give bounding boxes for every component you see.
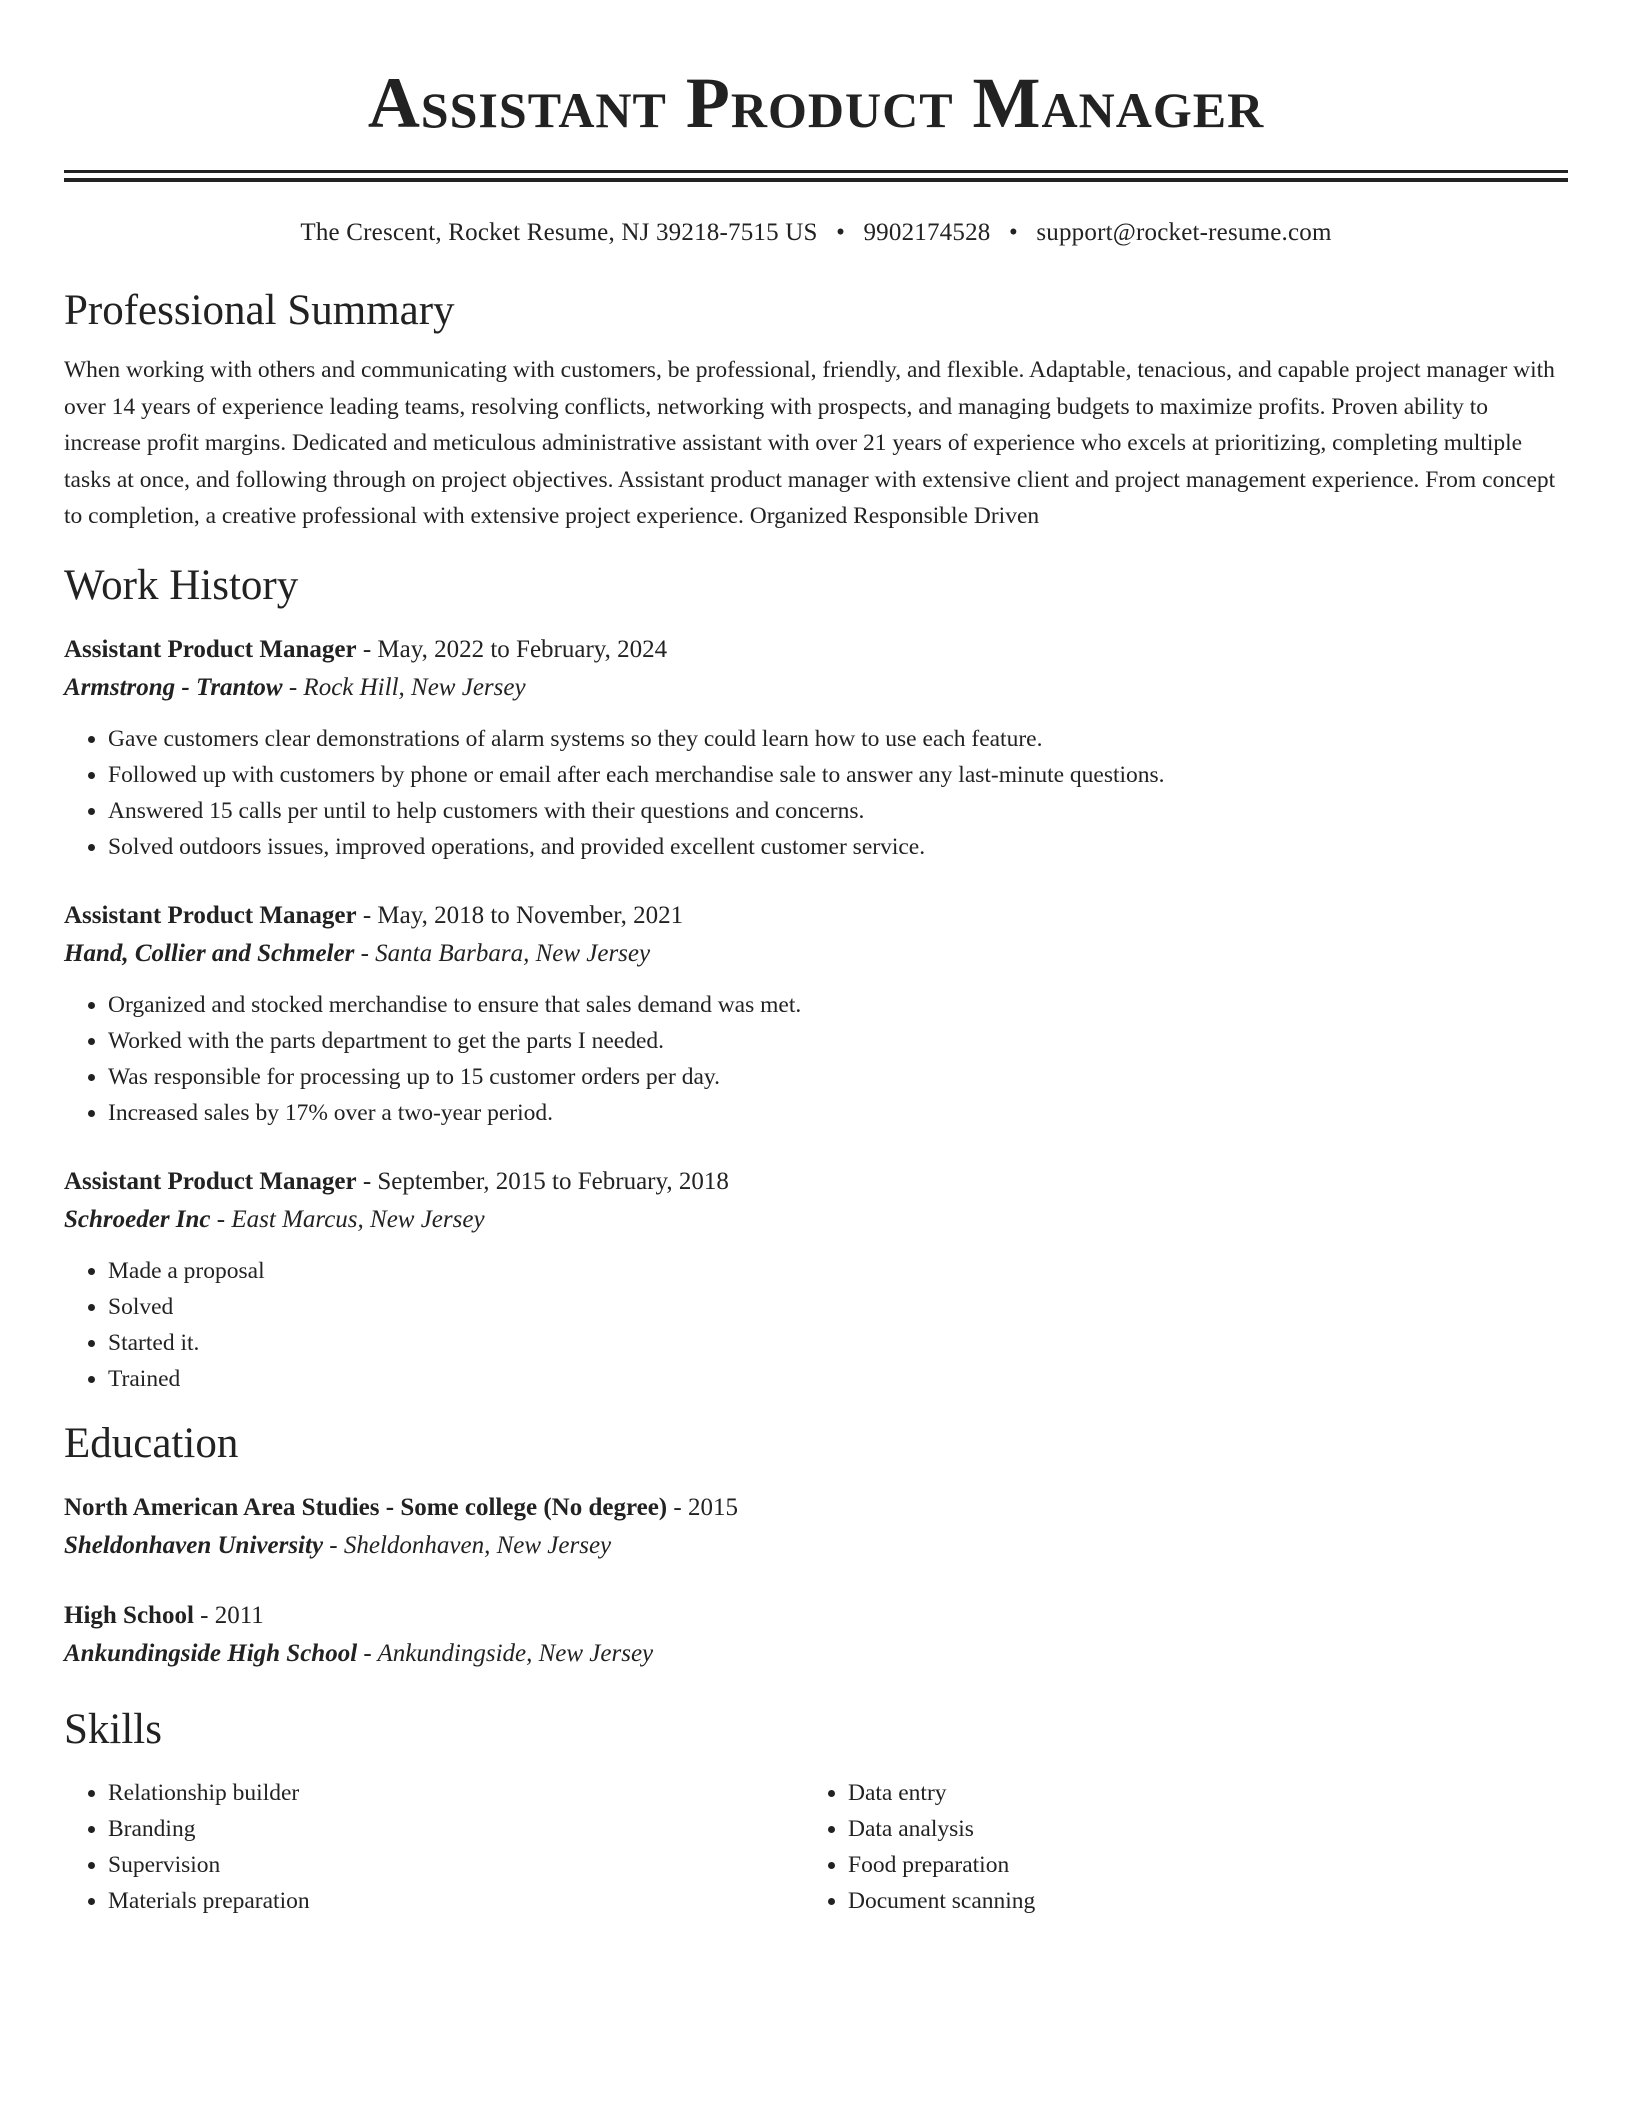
job-duty: • Followed up with customers by phone or email after each merchandise sale to answer any last-minute questions. [108, 757, 1568, 793]
employer-name: Schroeder Inc [64, 1205, 211, 1233]
school-location: - Ankundingside, New Jersey [357, 1639, 654, 1667]
job-duty: • Worked with the parts department to get the parts I needed. [108, 1023, 1568, 1059]
job-dates: - May, 2022 to February, 2024 [356, 635, 668, 663]
skills-grid [64, 1775, 1568, 1919]
education-heading: Education [64, 1419, 239, 1467]
school-location: - Sheldonhaven, New Jersey [323, 1531, 612, 1559]
job-title: Assistant Product Manager [64, 901, 357, 929]
job-title: Assistant Product Manager [64, 1167, 357, 1195]
summary-heading: Professional Summary [64, 287, 455, 334]
contact-line [64, 216, 1568, 250]
job-entry [64, 1163, 1568, 1397]
job-duty: • Increased sales by 17% over a two-year period. [108, 1095, 1568, 1131]
skills-heading: Skills [64, 1705, 162, 1753]
resume-title: Assistant Product Manager [367, 63, 1265, 143]
job-duties [64, 721, 1568, 865]
contact-separator: • [836, 219, 846, 246]
employer-line [64, 1201, 1568, 1239]
school-line [64, 1527, 1568, 1565]
job-duty: • Answered 15 calls per until to help customers with their questions and concerns. [108, 793, 1568, 829]
contact-separator: • [1008, 219, 1018, 246]
employer-location: - Rock Hill, New Jersey [282, 673, 526, 701]
school-line [64, 1635, 1568, 1673]
job-duty: • Started it. [108, 1325, 1568, 1361]
job-duty: • Solved outdoors issues, improved operations, and provided excellent customer service. [108, 829, 1568, 865]
job-title-line [64, 897, 1568, 935]
job-dates: - September, 2015 to February, 2018 [356, 1167, 729, 1195]
job-title: Assistant Product Manager [64, 635, 357, 663]
education-entry [64, 1489, 1568, 1565]
contact-address: The Crescent, Rocket Resume, NJ 39218-7515 US [300, 219, 818, 246]
skill-item: • Materials preparation [108, 1883, 804, 1919]
degree-name: High School [64, 1601, 194, 1629]
skill-item: • Data entry [848, 1775, 1544, 1811]
education-entry [64, 1597, 1568, 1673]
title-divider [64, 170, 1568, 182]
skill-item: • Food preparation [848, 1847, 1544, 1883]
employer-location: - East Marcus, New Jersey [210, 1205, 485, 1233]
job-title-line [64, 631, 1568, 669]
employer-location: - Santa Barbara, New Jersey [354, 939, 651, 967]
school-name: Sheldonhaven University [64, 1531, 324, 1559]
job-duty: • Gave customers clear demonstrations of alarm systems so they could learn how to use each feature. [108, 721, 1568, 757]
summary-text: When working with others and communicating with customers, be professional, friendly, and flexible. Adaptable, tenacious, and capable project manager with over 14 years of experience leading teams, resolving conflicts, networking with prospects, and managing budgets to maximize profits. Proven ability to increase profit margins. Dedicated and meticulous administrative assistant with over 21 years of experience who excels at prioritizing, completing multiple tasks at once, and following through on project objectives. Assistant product manager with extensive client and project management experience. From concept to completion, a creative professional with extensive project experience. Organized Responsible Driven [64, 357, 1556, 529]
employer-name: Hand, Collier and Schmeler [64, 939, 355, 967]
employer-line [64, 669, 1568, 707]
job-duty: • Made a proposal [108, 1253, 1568, 1289]
job-duty: • Organized and stocked merchandise to ensure that sales demand was met. [108, 987, 1568, 1023]
job-duties [64, 1253, 1568, 1397]
skill-item: • Relationship builder [108, 1775, 804, 1811]
degree-year: - 2015 [667, 1493, 738, 1521]
job-duties [64, 987, 1568, 1131]
employer-line [64, 935, 1568, 973]
school-name: Ankundingside High School [64, 1639, 358, 1667]
degree-line [64, 1489, 1568, 1527]
skill-item: • Branding [108, 1811, 804, 1847]
job-duty: • Solved [108, 1289, 1568, 1325]
contact-phone: 9902174528 [863, 219, 991, 246]
skill-item: • Document scanning [848, 1883, 1544, 1919]
skill-item: • Supervision [108, 1847, 804, 1883]
skills-list [804, 1775, 1544, 1919]
degree-line [64, 1597, 1568, 1635]
work-history-heading: Work History [64, 561, 299, 609]
skills-list [64, 1775, 804, 1919]
degree-name: North American Area Studies - Some college (No degree) [64, 1493, 668, 1521]
degree-year: - 2011 [193, 1601, 264, 1629]
employer-name: Armstrong - Trantow [64, 673, 283, 701]
job-duty: • Trained [108, 1361, 1568, 1397]
skills-column-left [64, 1775, 804, 1919]
job-entry [64, 631, 1568, 865]
job-title-line [64, 1163, 1568, 1201]
skills-column-right [804, 1775, 1544, 1919]
job-dates: - May, 2018 to November, 2021 [356, 901, 684, 929]
job-duty: • Was responsible for processing up to 15 customer orders per day. [108, 1059, 1568, 1095]
job-entry [64, 897, 1568, 1131]
skill-item: • Data analysis [848, 1811, 1544, 1847]
contact-email: support@rocket-resume.com [1036, 219, 1332, 246]
